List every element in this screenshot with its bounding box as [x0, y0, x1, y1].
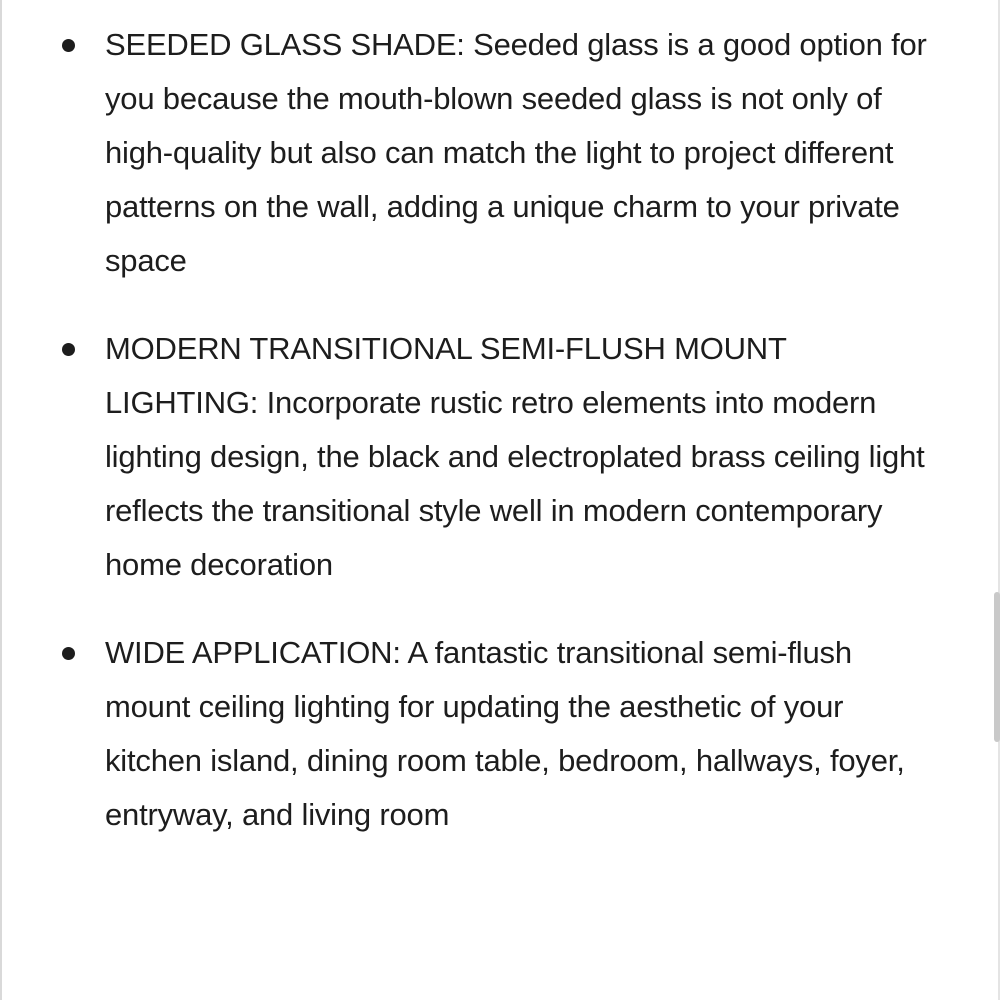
feature-bullet-list: [0, 18, 940, 876]
scrollbar-thumb[interactable]: [994, 592, 1000, 742]
bullet-dot-icon: [62, 647, 75, 660]
bullet-dot-icon: [62, 39, 75, 52]
feature-bullet-seeded-glass: [0, 18, 940, 288]
feature-bullet-wide-application: [0, 626, 940, 842]
feature-text: WIDE APPLICATION: A fantastic transitional semi-flush mount ceiling lighting for updating the aesthetic of your kitchen island, dining room table, bedroom, hallways, foyer, entryway, and living room: [105, 635, 905, 832]
feature-bullet-modern-transitional: [0, 322, 940, 592]
bullet-dot-icon: [62, 343, 75, 356]
feature-text: SEEDED GLASS SHADE: Seeded glass is a good option for you because the mouth-blown seeded glass is not only of high-quality but also can match the light to project different patterns on the wall, adding a unique charm to your private space: [105, 27, 927, 278]
feature-text: MODERN TRANSITIONAL SEMI-FLUSH MOUNT LIGHTING: Incorporate rustic retro elements into modern lighting design, the black and electroplated brass ceiling light reflects the transitional style well in modern contemporary home decoration: [105, 331, 925, 582]
